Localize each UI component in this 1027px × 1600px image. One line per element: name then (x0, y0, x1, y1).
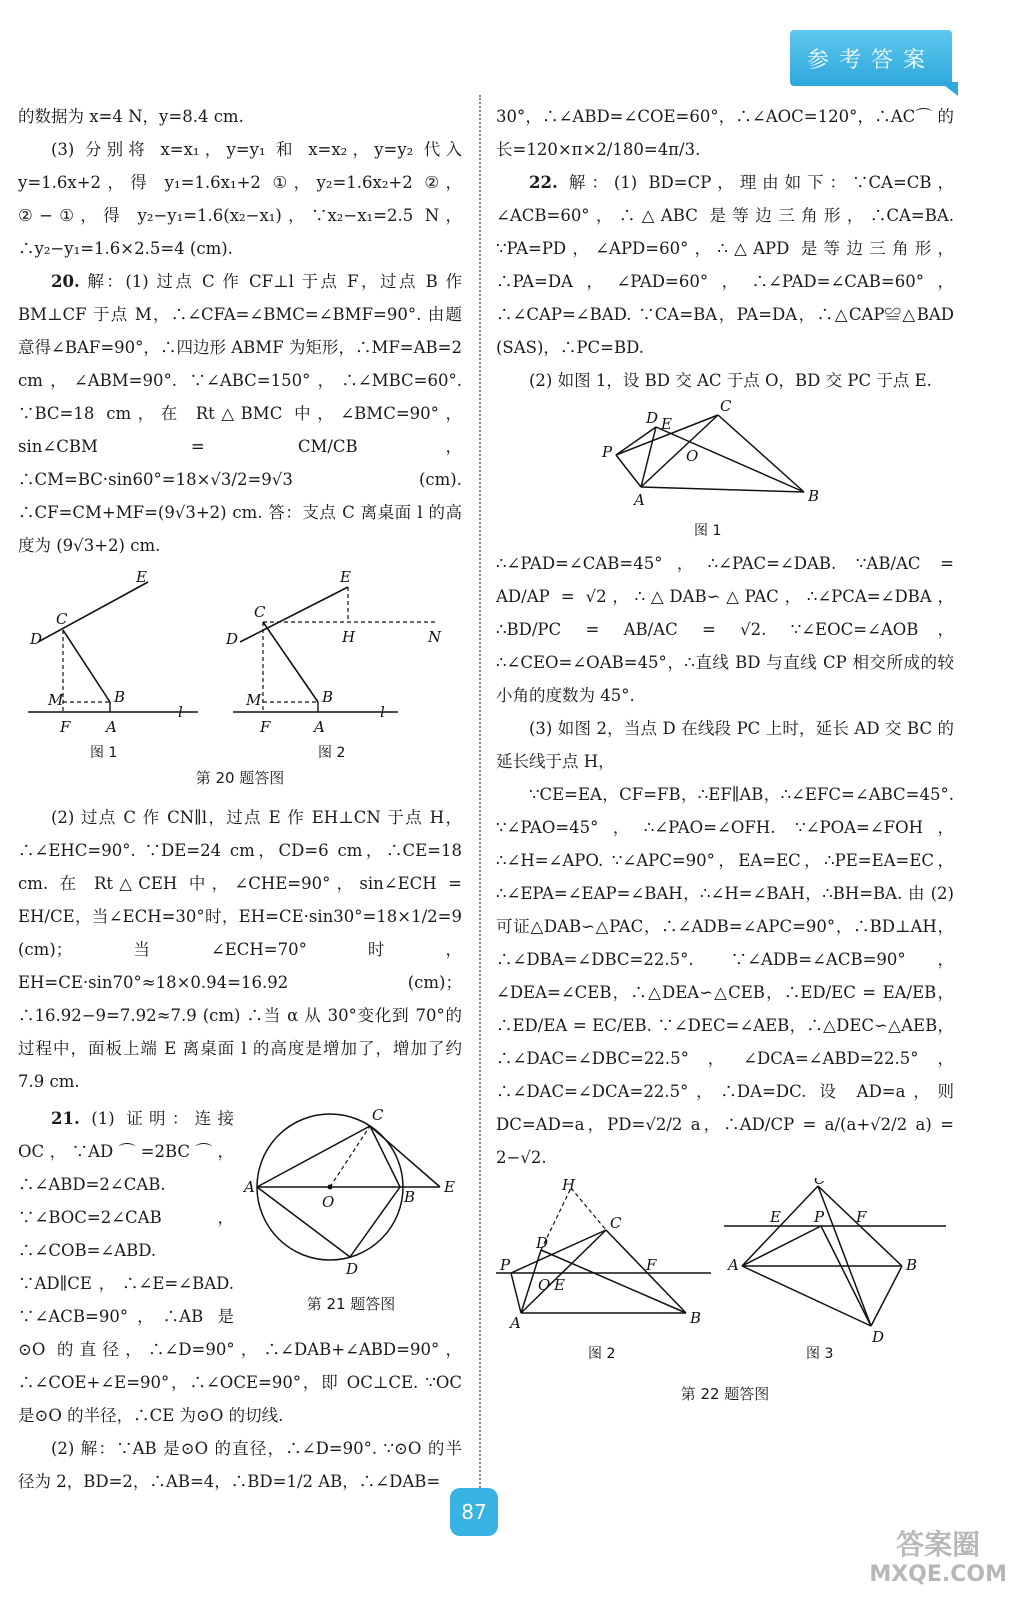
svg-text:D: D (872, 1328, 885, 1346)
figure-20-title: 第 20 题答图 (195, 769, 285, 787)
svg-text:D: D (346, 1260, 359, 1277)
svg-text:D: D (226, 630, 239, 648)
question-number: 21. (51, 1109, 80, 1128)
figure-20-diagram (18, 562, 462, 762)
answer-key-badge: 参考答案 (790, 30, 952, 86)
svg-text:A: A (634, 491, 645, 509)
svg-text:C: C (720, 397, 732, 415)
watermark-line: MXQE.COM (869, 1562, 1007, 1587)
svg-text:M: M (48, 691, 64, 709)
question-20-part2: (2) 过点 C 作 CN∥l，过点 E 作 EH⊥CN 于点 H，∴∠EHC=90°. ∵DE=24 cm，CD=6 cm，∴CE=18 cm. 在 Rt△CEH 中，∠CHE=90°，sin∠ECH = EH/CE，当∠ECH=30°时，EH=CE·sin30°=18×1/2=9 (cm)；当∠ECH=70°时，EH=CE·sin70°≈18×0.94=16.92 (cm)；∴16.92−9=7.92≈7.9 (cm) ∴当 α 从 30°变化到 70°的过程中，面板上端 E 离桌面 l 的高度是增加了，增加了约 7.9 cm. (18, 808, 462, 1091)
figure-20 (18, 562, 462, 762)
svg-text:E: E (340, 568, 351, 586)
svg-text:A: A (510, 1314, 521, 1332)
svg-text:F: F (646, 1256, 657, 1274)
left-column (18, 100, 462, 1498)
svg-text:C: C (56, 610, 68, 628)
question-number: 22. (529, 173, 558, 192)
svg-text:F: F (260, 718, 271, 736)
question-20-part1 (18, 265, 462, 562)
paragraph: ∴∠PAD=∠CAB=45°，∴∠PAC=∠DAB. ∵AB/AC = AD/AP = √2，∴△DAB∽△PAC，∴∠PCA=∠DBA，∴BD/PC = AB/AC = √2. ∵∠EOC=∠AOB，∴∠CEO=∠OAB=45°，∴直线 BD 与直线 CP 相交所成的较小角的度数为 45°. (496, 554, 954, 705)
figure-21-title: 第 21 题答图 (306, 1295, 396, 1313)
figure-caption: 图 3 (806, 1346, 834, 1362)
svg-text:P: P (814, 1208, 825, 1226)
svg-text:O: O (538, 1276, 551, 1294)
svg-text:E: E (444, 1178, 455, 1196)
column-divider (479, 95, 481, 1495)
svg-text:C: C (372, 1106, 384, 1124)
svg-text:E: E (770, 1208, 781, 1226)
svg-text:F: F (60, 718, 71, 736)
svg-text:N: N (428, 628, 442, 646)
figure-22-23 (496, 1178, 954, 1378)
question-21-block (18, 1102, 462, 1498)
svg-text:E: E (136, 568, 147, 586)
paragraph: 30°，∴∠ABD=∠COE=60°，∴∠AOC=120°，∴AC⌒ 的长=120×π×2/180=4π/3. (496, 107, 954, 159)
figure-caption: 图 2 (588, 1346, 616, 1362)
right-column (496, 100, 954, 1411)
svg-text:B: B (906, 1256, 918, 1274)
paragraph: (2) 如图 1，设 BD 交 AC 于点 O，BD 交 PC 于点 E. (529, 371, 932, 390)
svg-text:E: E (661, 415, 672, 433)
figure-caption: 图 1 (90, 745, 118, 761)
svg-text:B: B (322, 688, 334, 706)
svg-text:H: H (342, 628, 356, 646)
svg-text:D: D (646, 409, 659, 427)
svg-text:P: P (500, 1256, 511, 1274)
svg-text:A: A (728, 1256, 739, 1274)
figure-22-2 (496, 1178, 711, 1362)
svg-text:E: E (554, 1276, 565, 1294)
svg-text:A: A (244, 1178, 255, 1196)
svg-text:l: l (380, 703, 385, 721)
svg-text:O: O (322, 1193, 335, 1211)
figure-22-1-diagram (496, 397, 954, 547)
question-number: 20. (51, 272, 80, 291)
svg-text:B: B (404, 1188, 416, 1206)
figure-22-3 (724, 1178, 946, 1362)
answer-text: (1) 证明：连接 OC，∵AD⌒=2BC⌒，∴∠ABD=2∠CAB. ∵∠BOC=2∠CAB，∴∠COB=∠ABD. ∵AD∥CE，∴∠E=∠BAD. ∵∠ACB=90°，∴AB 是⊙O 的直径，∴∠D=90°，∴∠DAB+∠ABD=90°，∴∠COE+∠E=90°，∴∠OCE=90°，即 OC⊥CE. ∵OC 是⊙O 的半径，∴CE 为⊙O 的切线. (18, 1109, 462, 1425)
figure-20-2 (225, 568, 442, 761)
svg-text:B: B (808, 487, 820, 505)
svg-text:B: B (114, 688, 126, 706)
figure-21-diagram (240, 1102, 462, 1277)
watermark-line: 答案圈 (896, 1528, 981, 1561)
question-21-part2: (2) 解：∵AB 是⊙O 的直径，∴∠D=90°. ∵⊙O 的半径为 2，BD=2，∴AB=4，∴BD=1/2 AB，∴∠DAB= (18, 1439, 462, 1491)
answer-text: 解：(1) 过点 C 作 CF⊥l 于点 F，过点 B 作 BM⊥CF 于点 M，∴∠CFA=∠BMC=∠BMF=90°. 由题意得∠BAF=90°，∴四边形 ABMF 为矩形，∴MF=AB=2 cm，∠ABM=90°. ∵∠ABC=150°，∴∠MBC=60°. ∵BC=18 cm，在 Rt△BMC 中，∠BMC=90°，sin∠CBM = CM/CB，∴CM=BC·sin60°=18×√3/2=9√3 (cm). ∴CF=CM+MF=(9√3+2) cm. 答：支点 C 离桌面 l 的高度为 (9√3+2) cm. (18, 272, 462, 555)
figure-caption: 图 1 (694, 523, 722, 539)
svg-text:C: C (814, 1178, 826, 1188)
figure-22-23-diagram (496, 1178, 954, 1378)
svg-text:M: M (246, 691, 262, 709)
paragraph: 的数据为 x=4 N，y=8.4 cm. (18, 107, 244, 126)
figure-20-1 (28, 568, 198, 761)
svg-text:H: H (562, 1178, 576, 1194)
figure-caption: 图 2 (318, 745, 346, 761)
svg-text:C: C (254, 603, 266, 621)
watermark (869, 1530, 1007, 1590)
paragraph: (3) 分别将 x=x₁，y=y₁ 和 x=x₂，y=y₂ 代入 y=1.6x+2，得 y₁=1.6x₁+2 ①，y₂=1.6x₂+2 ②，②−①，得 y₂−y₁=1.6(x₂−x₁)，∵x₂−x₁=2.5 N，∴y₂−y₁=1.6×2.5=4 (cm). (18, 140, 462, 258)
svg-text:P: P (602, 443, 613, 461)
svg-text:D: D (536, 1234, 549, 1252)
svg-text:B: B (690, 1309, 702, 1327)
paragraph: ∵CE=EA，CF=FB，∴EF∥AB，∴∠EFC=∠ABC=45°. ∵∠PAO=45°，∴∠PAO=∠OFH. ∵∠POA=∠FOH，∴∠H=∠APO. ∵∠APC=90°，EA=EC，∴PE=EA=EC，∴∠EPA=∠EAP=∠BAH，∴∠H=∠BAH，∴BH=BA. 由 (2) 可证△DAB∽△PAC，∴∠ADB=∠APC=90°，∴BD⊥AH，∴∠DBA=∠DBC=22.5°. ∵∠ADB=∠ACB=90°，∠DEA=∠CEB，∴△DEA∽△CEB，∴ED/EC = EA/EB，∴ED/EA = EC/EB. ∵∠DEC=∠AEB，∴△DEC∽△AEB，∴∠DAC=∠DBC=22.5°，∠DCA=∠ABD=22.5°，∴∠DAC=∠DCA=22.5°，∴DA=DC. 设 AD=a，则 DC=AD=a，PD=√2/2 a，∴AD/CP = a/(a+√2/2 a) = 2−√2. (496, 785, 954, 1167)
page-number: 87 (450, 1488, 498, 1536)
question-22-part1 (496, 166, 954, 364)
figure-22-title: 第 22 题答图 (680, 1385, 770, 1403)
figure-21 (240, 1102, 462, 1321)
svg-text:F: F (856, 1208, 867, 1226)
answer-text: 解：(1) BD=CP，理由如下：∵CA=CB，∠ACB=60°，∴△ABC 是等边三角形，∴CA=BA. ∵PA=PD，∠APD=60°，∴△APD 是等边三角形，∴PA=DA，∠PAD=60°，∴∠PAD=∠CAB=60°，∴∠CAP=∠BAD. ∵CA=BA，PA=DA，∴△CAP≌△BAD (SAS)，∴PC=BD. (496, 173, 955, 357)
svg-text:A: A (314, 718, 325, 736)
svg-text:C: C (610, 1214, 622, 1232)
svg-text:l: l (178, 703, 183, 721)
svg-text:A: A (106, 718, 117, 736)
paragraph: (3) 如图 2，当点 D 在线段 PC 上时，延长 AD 交 BC 的延长线于点 H， (496, 719, 954, 771)
svg-text:D: D (30, 630, 43, 648)
svg-text:O: O (686, 447, 699, 465)
figure-22-1 (496, 397, 954, 547)
